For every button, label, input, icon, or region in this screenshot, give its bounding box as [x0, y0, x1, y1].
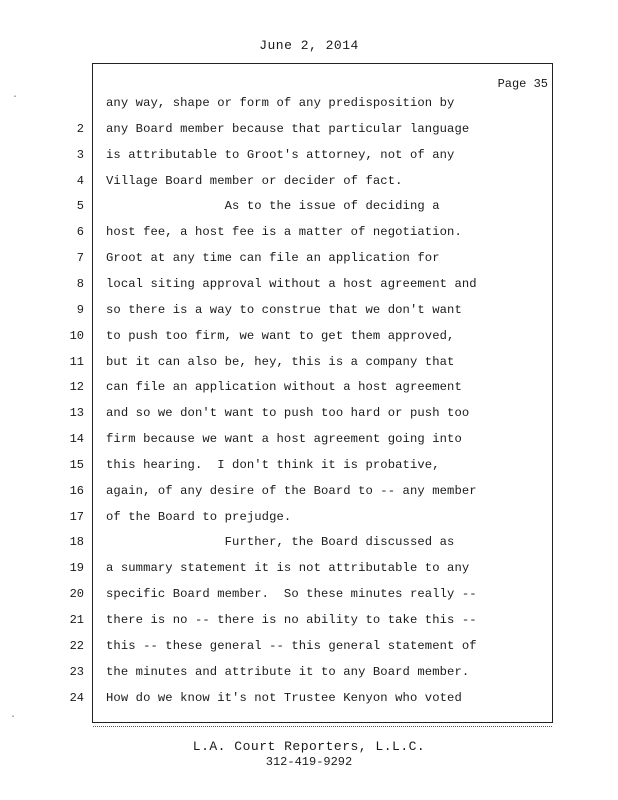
line-number: 5 — [76, 199, 84, 214]
header-date: June 2, 2014 — [259, 38, 359, 53]
line-number: 7 — [76, 251, 84, 266]
line-text: there is no -- there is no ability to take this -- — [106, 613, 477, 627]
line-text: this hearing. I don't think it is probative, — [106, 457, 440, 472]
line-text: this -- these general -- this general statement of — [106, 638, 477, 653]
transcript-line — [0, 225, 618, 251]
line-number: 17 — [69, 509, 84, 524]
line-number: 15 — [69, 457, 84, 472]
line-text: so there is a way to construe that we don't want — [106, 302, 462, 317]
transcript-line — [0, 510, 618, 536]
line-text: How do we know it's not Trustee Kenyon who voted — [106, 690, 462, 705]
line-text: host fee, a host fee is a matter of negotiation. — [106, 225, 462, 240]
transcript-line — [0, 251, 618, 277]
line-text: any way, shape or form of any predisposition by — [106, 96, 455, 110]
line-text: of the Board to prejudge. — [106, 509, 292, 524]
page-number: Page 35 — [497, 77, 548, 91]
transcript-line — [0, 96, 618, 122]
line-number: 3 — [76, 147, 84, 162]
line-number: 20 — [69, 587, 84, 602]
transcript-line — [0, 691, 618, 717]
line-text: any Board member because that particular language — [106, 121, 470, 136]
line-number: 22 — [69, 638, 84, 653]
line-text: local siting approval without a host agreement and — [106, 276, 477, 291]
scan-speck-mark: · — [10, 712, 17, 723]
line-text: to push too firm, we want to get them approved, — [106, 328, 455, 343]
transcript-line — [0, 329, 618, 355]
line-number: 14 — [69, 432, 84, 447]
transcript-line — [0, 432, 618, 458]
transcript-line — [0, 277, 618, 303]
transcript-line — [0, 406, 618, 432]
line-number: 16 — [69, 483, 84, 498]
transcript-line — [0, 587, 618, 613]
transcript-line — [0, 199, 618, 225]
bottom-rule — [93, 726, 552, 727]
line-text: Further, the Board discussed as — [106, 535, 455, 550]
line-number: 21 — [69, 613, 84, 627]
transcript-line — [0, 174, 618, 200]
line-number: 6 — [76, 225, 84, 240]
line-number: 24 — [69, 690, 84, 705]
line-text: Village Board member or decider of fact. — [106, 173, 403, 188]
transcript-line — [0, 122, 618, 148]
line-text: firm because we want a host agreement going into — [106, 432, 462, 447]
transcript-line — [0, 148, 618, 174]
transcript-line — [0, 561, 618, 587]
transcript-line — [0, 458, 618, 484]
line-number: 12 — [69, 380, 84, 395]
transcript-line — [0, 355, 618, 381]
line-number: 18 — [69, 535, 84, 550]
line-text: specific Board member. So these minutes really -- — [106, 587, 477, 602]
line-text: but it can also be, hey, this is a company that — [106, 354, 455, 369]
transcript-line — [0, 639, 618, 665]
transcript-line — [0, 665, 618, 691]
line-number: 4 — [76, 173, 84, 188]
line-text: Groot at any time can file an application for — [106, 251, 440, 266]
line-text: As to the issue of deciding a — [106, 199, 440, 214]
line-number: 11 — [69, 354, 84, 369]
line-number: 2 — [76, 121, 84, 136]
transcript-line — [0, 535, 618, 561]
line-number: 19 — [69, 561, 84, 576]
line-number: 13 — [69, 406, 84, 421]
transcript-line — [0, 303, 618, 329]
line-text: can file an application without a host agreement — [106, 380, 462, 395]
transcript-line — [0, 380, 618, 406]
line-number: 8 — [76, 276, 84, 291]
footer-company: L.A. Court Reporters, L.L.C. — [192, 739, 426, 754]
line-number: 23 — [69, 664, 84, 679]
line-text: and so we don't want to push too hard or push too — [106, 406, 470, 421]
line-number: 9 — [76, 302, 84, 317]
scan-speck-mark: · — [12, 92, 19, 103]
line-text: a summary statement it is not attributable to any — [106, 561, 470, 576]
transcript-line — [0, 613, 618, 639]
line-text: is attributable to Groot's attorney, not of any — [106, 147, 455, 162]
line-text: the minutes and attribute it to any Board member. — [106, 664, 470, 679]
transcript-line — [0, 484, 618, 510]
line-text: again, of any desire of the Board to -- any member — [106, 483, 477, 498]
line-number: 10 — [69, 328, 84, 343]
footer-phone: 312-419-9292 — [265, 755, 353, 769]
